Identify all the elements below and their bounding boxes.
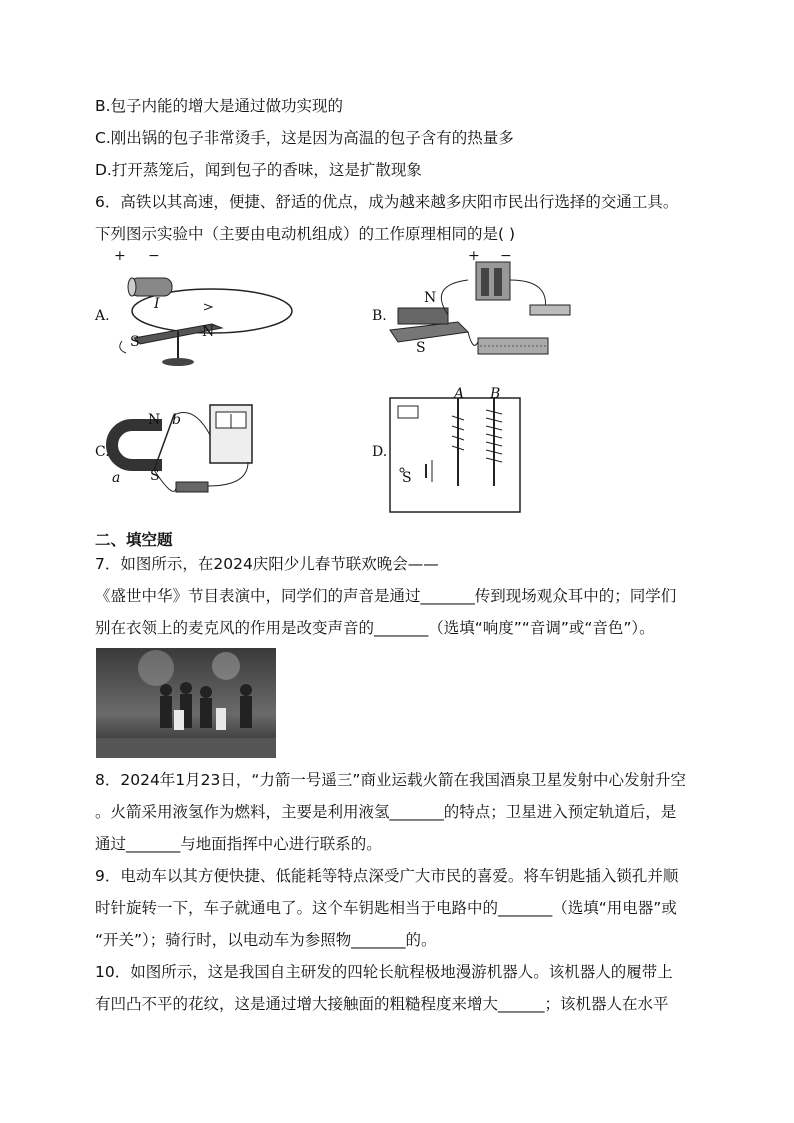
option-b: B.包子内能的增大是通过做功实现的 <box>95 97 344 115</box>
figure-d-nail-a: A <box>454 386 465 402</box>
figure-c-a: a <box>112 470 121 486</box>
figure-b-south: S <box>416 340 426 356</box>
question-10-line-1: 10．如图所示，这是我国自主研发的四轮长航程极地漫游机器人。该机器人的履带上 <box>95 963 673 981</box>
question-8-line-1: 8．2024年1月23日，“力箭一号遥三”商业运载火箭在我国酒泉卫星发射中心发射升空 <box>95 771 686 789</box>
option-c: C.刚出锅的包子非常烫手，这是因为高温的包子含有的热量多 <box>95 129 514 147</box>
figure-b-drawing <box>368 250 588 380</box>
figure-a-north: N <box>202 324 215 340</box>
question-6-line-1: 6．高铁以其高速，便捷、舒适的优点，成为越来越多庆阳市民出行选择的交通工具。 <box>95 193 679 211</box>
question-10-line-2: 有凹凸不平的花纹，这是通过增大接触面的粗糙程度来增大______；该机器人在水平 <box>95 995 669 1013</box>
figure-d <box>368 386 528 516</box>
question-9-line-1: 9．电动车以其方便快捷、低能耗等特点深受广大市民的喜爱。将车钥匙插入锁孔并顺 <box>95 867 679 885</box>
figure-c-b: b <box>172 412 181 428</box>
question-8-line-2: 。火箭采用液氢作为燃料，主要是利用液氢_______的特点；卫星进入预定轨道后，是 <box>95 803 677 821</box>
section-header: 二、填空题 <box>95 531 173 549</box>
figure-d-nail-b: B <box>490 386 501 402</box>
question-8-line-3: 通过_______与地面指挥中心进行联系的。 <box>95 835 382 853</box>
figure-a-current: I <box>154 296 160 312</box>
figure-c-south: S <box>150 468 160 484</box>
figure-b-north: N <box>424 290 437 306</box>
figure-b-minus: − <box>500 248 512 264</box>
figure-b-plus: + <box>468 248 480 264</box>
question-7-line-1: 7．如图所示，在2024庆阳少儿春节联欢晚会—— <box>95 555 439 573</box>
figure-a-drawing <box>92 256 342 376</box>
figure-d-label: D. <box>372 444 388 460</box>
figure-c-label: C. <box>95 444 110 460</box>
question-6-line-2: 下列图示实验中（主要由电动机组成）的工作原理相同的是( ) <box>95 225 516 243</box>
figure-c-north: N <box>148 412 161 428</box>
question-7-line-2: 《盛世中华》节目表演中，同学们的声音是通过_______传到现场观众耳中的；同学们 <box>95 587 677 605</box>
figure-a-label: A. <box>95 308 110 324</box>
figure-a <box>92 248 342 376</box>
question-9-line-2: 时针旋转一下，车子就通电了。这个车钥匙相当于电路中的_______（选填“用电器”或 <box>95 899 677 917</box>
figure-b <box>368 250 588 380</box>
figure-a-south: S <box>130 334 140 350</box>
figure-b-label: B. <box>372 308 387 324</box>
figure-d-drawing <box>368 386 528 516</box>
option-d: D.打开蒸笼后，闻到包子的香味，这是扩散现象 <box>95 161 422 179</box>
stage-photo <box>96 648 276 758</box>
figure-c-drawing <box>92 400 342 510</box>
question-9-line-3: “开关”）；骑行时，以电动车为参照物_______的。 <box>95 931 437 949</box>
figure-d-switch: S <box>402 470 412 486</box>
figure-a-minus: − <box>148 248 160 264</box>
figure-a-plus: + <box>114 248 126 264</box>
figure-c <box>92 400 342 510</box>
question-7-line-3: 别在衣领上的麦克风的作用是改变声音的_______（选填“响度”“音调”或“音色”）。 <box>95 619 655 637</box>
